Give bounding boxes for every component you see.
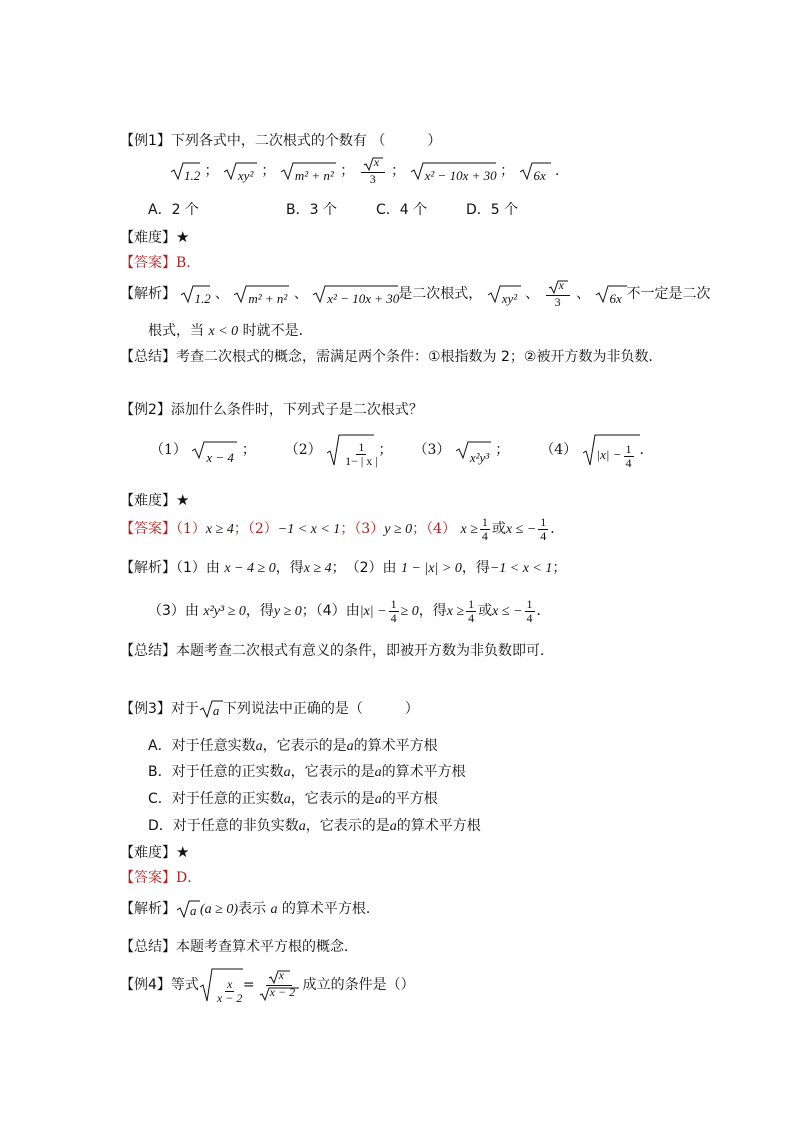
star-icon: ★	[176, 843, 190, 861]
ex2-items: （1） x − 4 ； （2） $\frac{1}{1- | x |}$ ； （3） x²y³ ； （4） |x| − $\frac{1}{4}$ ．	[150, 432, 654, 468]
ex1-question: 下列各式中，二次根式的个数有 （ ）	[170, 133, 442, 149]
frac-sqrt-x-over-3: $\frac{x}{3}$	[361, 156, 385, 186]
ex2-summary: 【总结】本题考查二次根式有意义的条件，即被开方数为非负数即可．	[120, 643, 554, 659]
radical-6: 6x	[519, 161, 551, 181]
sep: ；	[261, 163, 276, 179]
ex1-expressions	[170, 156, 569, 186]
ex4-question-line: 【例4】等式 $\frac{x}{x - 2}$ = $\frac{x}{x - 2}$ 成立的条件是（）	[120, 967, 415, 1005]
sep: ；	[391, 163, 406, 179]
sep: ；	[204, 163, 219, 179]
ex1-question-line	[120, 131, 441, 151]
radical-2: xy²	[223, 161, 257, 181]
radical-3: m² + n²	[280, 161, 336, 181]
star-icon: ★	[176, 491, 190, 509]
sep: ；	[500, 163, 515, 179]
ex1-analysis-line1: 【解析】 1.2 、 m² + n² 、 x² − 10x + 30 是二次根式， xy² 、 $\frac{x}{3}$ 、 6x 不一定是二次	[120, 278, 711, 309]
ex1-option-c: C．4 个	[376, 202, 428, 218]
ex2-answer: 【答案】（1）x ≥ 4；（2）−1 < x < 1；（3）y ≥ 0；（4） x ≥ $\frac{1}{4}$ 或x ≤ − $\frac{1}{4}$ ．	[120, 514, 565, 543]
ex1-summary: 【总结】考查二次根式的概念，需满足两个条件：①根指数为 2；②被开方数为非负数．	[120, 349, 663, 365]
ex2-difficulty: 【难度】★	[120, 491, 190, 509]
ex1-difficulty: 【难度】★	[120, 228, 190, 246]
ex3-answer: 【答案】D．	[120, 870, 202, 886]
ex1-answer: 【答案】B．	[120, 255, 201, 271]
ex3-analysis: 【解析】 a (a ≥ 0)表示 a 的算术平方根．	[120, 901, 380, 918]
ex1-option-b: B．3 个	[286, 202, 337, 218]
ex1-option-d: D．5 个	[466, 202, 519, 218]
sep: ；	[340, 163, 355, 179]
star-icon: ★	[176, 228, 190, 246]
ex3-option-d: D．对于任意的非负实数a，它表示的是a的算术平方根	[148, 818, 481, 834]
period: ．	[554, 163, 569, 179]
ex3-summary: 【总结】本题考查算术平方根的概念．	[120, 939, 358, 955]
ex1-tag: 【例1】	[120, 133, 171, 149]
ex1-option-a: A．2 个	[148, 202, 199, 218]
ex3-option-a: A．对于任意实数a，它表示的是a的算术平方根	[148, 738, 438, 754]
ex2-analysis-line1: 【解析】（1）由 x − 4 ≥ 0，得x ≥ 4； （2）由 1 − |x| > 0，得−1 < x < 1；	[120, 560, 567, 576]
radical-1: 1.2	[170, 161, 200, 181]
radical-5: x² − 10x + 30	[410, 161, 496, 181]
ex3-question-line: 【例3】对于 a 下列说法中正确的是（ ）	[120, 701, 419, 718]
ex2-question-line: 【例2】添加什么条件时，下列式子是二次根式？	[120, 402, 423, 418]
ex3-option-b: B．对于任意的正实数a，它表示的是a的算术平方根	[148, 764, 466, 780]
ex3-option-c: C．对于任意的正实数a，它表示的是a的平方根	[148, 791, 438, 807]
ex3-difficulty: 【难度】★	[120, 843, 190, 861]
ex2-analysis-line2: （3）由 x²y³ ≥ 0，得y ≥ 0；（4）由|x| − $\frac{1}{4}$ ≥ 0，得x ≥ $\frac{1}{4}$ 或x ≤ − $\frac{1}{4}$ ．	[148, 596, 551, 625]
ex1-analysis-line2: 根式，当 x < 0 时就不是．	[148, 323, 313, 339]
